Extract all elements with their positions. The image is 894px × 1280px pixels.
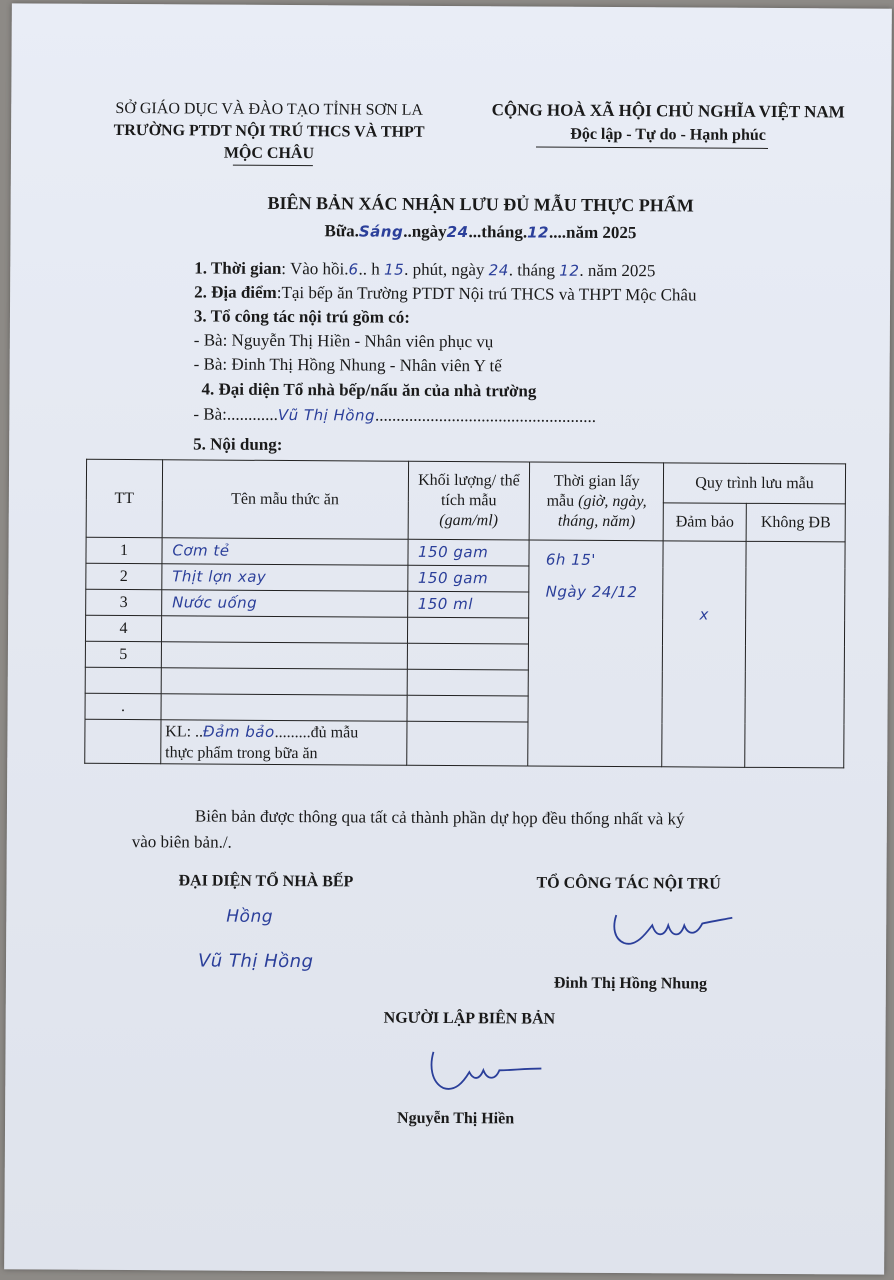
location-text: :Tại bếp ăn Trường PTDT Nội trú THCS và THPT Mộc Châu (276, 282, 697, 305)
conclusion-label: KL: .. (165, 722, 204, 741)
food-sample-table (84, 459, 846, 769)
header-time-line1: Thời gian lấy (553, 472, 640, 490)
time-text-minute: . phút, ngày (404, 259, 485, 280)
dots: .................................................... (374, 405, 597, 426)
row-food-name: Nước uống (172, 593, 258, 612)
document-title: BIÊN BẢN XÁC NHẬN LƯU ĐỦ MẪU THỰC PHẨM (267, 192, 694, 216)
minute-value: 15 (384, 260, 405, 279)
header-ok: Đảm bảo (663, 503, 746, 542)
row-tt: 4 (85, 615, 161, 641)
row-weight: 150 gam (417, 542, 489, 562)
school-location: MỘC CHÂU (223, 144, 315, 163)
section-location-label: 2. Địa điểm (194, 282, 277, 302)
boarding-sign-title: TỔ CÔNG TÁC NỘI TRÚ (536, 874, 721, 893)
row-tt (85, 667, 161, 693)
conclusion-value: Đảm bảo (203, 722, 275, 741)
not-ok-cell (745, 541, 845, 768)
time-text-hour: .. h (358, 259, 380, 279)
ok-mark: x (699, 605, 710, 624)
row-tt: 3 (86, 589, 162, 615)
country-name: CỘNG HOÀ XÃ HỘI CHỦ NGHĨA VIỆT NAM (491, 100, 845, 122)
kitchen-rep-prefix: - Bà: (193, 404, 227, 424)
meal-value: Sáng (358, 222, 404, 241)
row-weight: 150 gam (417, 568, 489, 588)
row-tt: 2 (86, 563, 162, 589)
day-label: ..ngày (403, 221, 447, 241)
header-food-name: Tên mẫu thức ăn (162, 460, 408, 539)
header-weight-unit: (gam/ml) (439, 511, 499, 529)
creator-name: Nguyễn Thị Hiền (397, 1109, 515, 1128)
section-content-label: 5. Nội dung: (193, 434, 283, 454)
time-text-year: . năm 2025 (579, 260, 656, 281)
kitchen-sign-title: ĐẠI DIỆN TỔ NHÀ BẾP (178, 872, 354, 891)
time-text-day: . tháng (508, 260, 556, 280)
time-text: : Vào hồi. (281, 258, 349, 279)
team-member-2: - Bà: Đinh Thị Hồng Nhung - Nhân viên Y tế (193, 354, 502, 376)
dots: ............ (226, 404, 278, 424)
year-label: ....năm 2025 (548, 222, 637, 243)
header-right-underline (536, 147, 768, 149)
document-page (4, 3, 892, 1274)
team-member-1: - Bà: Nguyễn Thị Hiền - Nhân viên phục vụ (193, 330, 494, 352)
header-not-ok: Không ĐB (746, 503, 845, 542)
section-team-label: 3. Tổ công tác nội trú gồm có: (193, 306, 410, 327)
row-food-name: Thịt lợn xay (172, 567, 267, 586)
header-sample-time (529, 462, 663, 541)
header-weight-line2: tích mẫu (440, 491, 497, 509)
header-process: Quy trình lưu mẫu (664, 463, 846, 504)
kitchen-signature: Hồng (226, 906, 274, 927)
day-value: 24 (446, 222, 469, 242)
ok-cell (662, 541, 746, 768)
header-weight (408, 461, 530, 540)
section-location (194, 282, 697, 305)
conclusion-after: .........đủ mẫu (274, 723, 359, 741)
header-time-line3: tháng, năm) (557, 512, 636, 530)
sample-time-date: Ngày 24/12 (545, 582, 638, 602)
meal-label: Bữa. (324, 221, 359, 241)
section-time-label: 1. Thời gian (194, 258, 282, 278)
conclusion-line2: thực phẩm trong bữa ăn (165, 743, 318, 762)
header-left-underline (233, 165, 313, 166)
header-left (69, 98, 469, 166)
kitchen-rep-line (193, 404, 596, 426)
section-kitchen-label: 4. Đại diện Tổ nhà bếp/nấu ăn của nhà trường (201, 379, 537, 401)
sample-time-hour: 6h 15' (545, 550, 596, 569)
hour-value: 6 (348, 260, 359, 279)
closing-line1: Biên bản được thông qua tất cả thành phần dự họp đều thống nhất và ký (194, 806, 685, 829)
row-tt: 5 (85, 641, 161, 667)
time-day-value: 24 (488, 261, 509, 280)
kitchen-rep-name: Vũ Thị Hồng (277, 405, 376, 425)
section-time (194, 258, 655, 281)
row-weight: 150 ml (417, 594, 473, 614)
row-tt: 1 (86, 537, 162, 563)
meal-date-line (40, 220, 894, 245)
header-tt: TT (86, 459, 162, 537)
header-time-line2: mẫu (546, 492, 575, 510)
row-tt: . (85, 693, 161, 719)
department-name: SỞ GIÁO DỤC VÀ ĐÀO TẠO TỈNH SƠN LA (115, 99, 424, 119)
month-label: ...tháng. (468, 222, 528, 242)
sample-time-cell (528, 540, 663, 767)
row-food-name: Cơm tẻ (172, 541, 230, 560)
header-weight-line1: Khối lượng/ thể (418, 471, 520, 489)
header-right (473, 98, 863, 148)
creator-sign-title: NGƯỜI LẬP BIÊN BẢN (383, 1009, 556, 1028)
closing-line2: vào biên bản./. (131, 832, 232, 852)
boarding-signer-name: Đinh Thị Hồng Nhung (553, 974, 708, 993)
month-value: 12 (527, 223, 550, 242)
boarding-signature (606, 903, 736, 954)
school-name: TRƯỜNG PTDT NỘI TRÚ THCS VÀ THPT (113, 121, 425, 141)
country-motto: Độc lập - Tự do - Hạnh phúc (570, 125, 766, 144)
header-time-line2-italic: (giờ, ngày, (578, 492, 647, 510)
creator-signature (425, 1046, 555, 1097)
kitchen-name-handwritten: Vũ Thị Hồng (197, 950, 314, 973)
conclusion-cell (161, 720, 407, 765)
time-month-value: 12 (559, 261, 580, 280)
